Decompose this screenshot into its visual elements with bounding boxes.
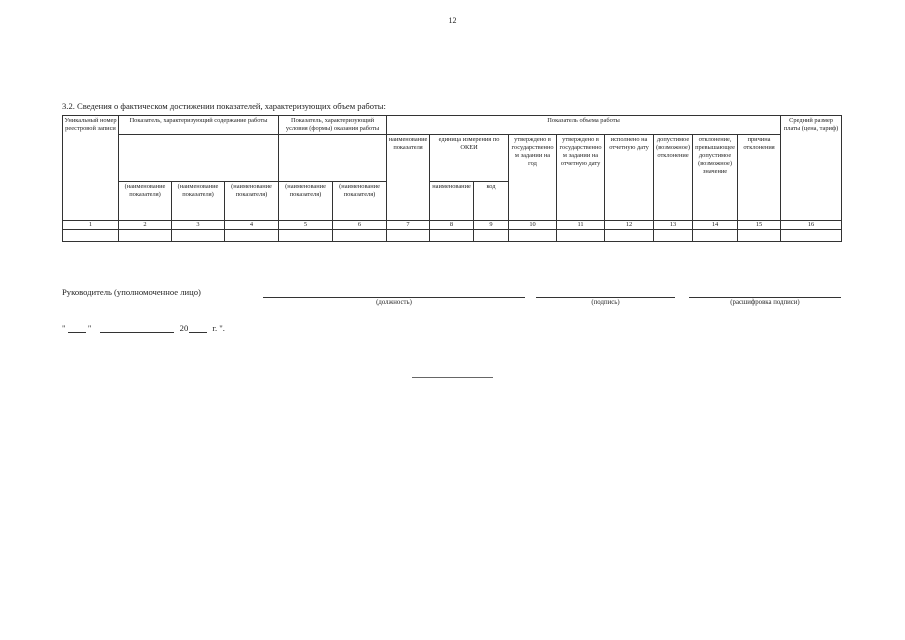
header-unit-code: код xyxy=(474,182,509,221)
content-spacer xyxy=(119,135,279,182)
column-number: 10 xyxy=(509,221,557,230)
table-cell[interactable] xyxy=(279,230,333,242)
table-cell[interactable] xyxy=(557,230,605,242)
header-average-fee: Средний размер платы (цена, тариф) xyxy=(781,116,842,221)
header-done: исполнено на отчетную дату xyxy=(605,135,654,221)
table-cell[interactable] xyxy=(738,230,781,242)
work-volume-table xyxy=(62,115,842,242)
column-number: 15 xyxy=(738,221,781,230)
header-unit-name: наименование xyxy=(430,182,474,221)
table-cell[interactable] xyxy=(474,230,509,242)
column-number: 16 xyxy=(781,221,842,230)
decode-line[interactable] xyxy=(689,297,841,298)
header-unit-okei: единица измерения по ОКЕИ xyxy=(430,135,509,182)
signer-label: Руководитель (уполномоченное лицо) xyxy=(62,287,201,297)
signature-line[interactable] xyxy=(536,297,675,298)
column-number: 5 xyxy=(279,221,333,230)
header-indicator-name: наименование показателя xyxy=(387,135,430,221)
sub-indicator-name: (наименование показателя) xyxy=(333,182,387,221)
header-content-indicator: Показатель, характеризующий содержание работы xyxy=(119,116,279,135)
sub-indicator-name: (наименование показателя) xyxy=(225,182,279,221)
table-cell[interactable] xyxy=(63,230,119,242)
header-conditions-indicator: Показатель, характеризующий условия (формы) оказания работы xyxy=(279,116,387,135)
header-approved-year: утверждено в государственном задании на год xyxy=(509,135,557,221)
column-number: 4 xyxy=(225,221,279,230)
position-caption: (должность) xyxy=(376,299,412,306)
date-day-field[interactable] xyxy=(68,323,86,333)
footer-divider xyxy=(412,377,493,378)
table-cell[interactable] xyxy=(654,230,693,242)
header-unique-number: Уникальный номер реестровой записи xyxy=(63,116,119,221)
header-deviation-reason: причина отклонения xyxy=(738,135,781,221)
position-line[interactable] xyxy=(263,297,525,298)
table-cell[interactable] xyxy=(387,230,430,242)
date-year-prefix: 20 xyxy=(179,323,189,333)
date-year-field[interactable] xyxy=(189,323,207,333)
table-cell[interactable] xyxy=(509,230,557,242)
column-number: 13 xyxy=(654,221,693,230)
table-cell[interactable] xyxy=(430,230,474,242)
column-number: 2 xyxy=(119,221,172,230)
header-approved-date: утверждено в государственном задании на отчетную дату xyxy=(557,135,605,221)
column-number: 7 xyxy=(387,221,430,230)
header-allowed-deviation: допустимое (возможное) отклонение xyxy=(654,135,693,221)
column-number: 14 xyxy=(693,221,738,230)
date-line xyxy=(62,323,225,333)
table-cell[interactable] xyxy=(333,230,387,242)
table-cell[interactable] xyxy=(781,230,842,242)
header-over-deviation: отклонение, превышающее допустимое (возможное) значение xyxy=(693,135,738,221)
date-month-field[interactable] xyxy=(100,323,174,333)
column-number: 11 xyxy=(557,221,605,230)
signature-caption: (подпись) xyxy=(591,299,620,306)
column-number: 8 xyxy=(430,221,474,230)
conditions-spacer xyxy=(279,135,387,182)
column-number: 9 xyxy=(474,221,509,230)
page-number: 12 xyxy=(448,16,457,25)
table-cell[interactable] xyxy=(693,230,738,242)
column-number: 3 xyxy=(172,221,225,230)
date-open-quote: " xyxy=(62,323,66,333)
table-cell[interactable] xyxy=(225,230,279,242)
date-close-quote: " xyxy=(87,323,92,333)
header-volume-indicator: Показатель объема работы xyxy=(387,116,781,135)
column-number: 6 xyxy=(333,221,387,230)
sub-indicator-name: (наименование показателя) xyxy=(119,182,172,221)
date-end: ". xyxy=(219,323,225,333)
date-year-suffix: г. xyxy=(212,323,218,333)
decode-caption: (расшифровка подписи) xyxy=(730,299,800,306)
table-cell[interactable] xyxy=(119,230,172,242)
table-row xyxy=(63,230,842,242)
column-number: 12 xyxy=(605,221,654,230)
column-number: 1 xyxy=(63,221,119,230)
section-title: 3.2. Сведения о фактическом достижении показателей, характеризующих объем работы: xyxy=(62,101,386,111)
sub-indicator-name: (наименование показателя) xyxy=(279,182,333,221)
table-cell[interactable] xyxy=(605,230,654,242)
sub-indicator-name: (наименование показателя) xyxy=(172,182,225,221)
table-cell[interactable] xyxy=(172,230,225,242)
